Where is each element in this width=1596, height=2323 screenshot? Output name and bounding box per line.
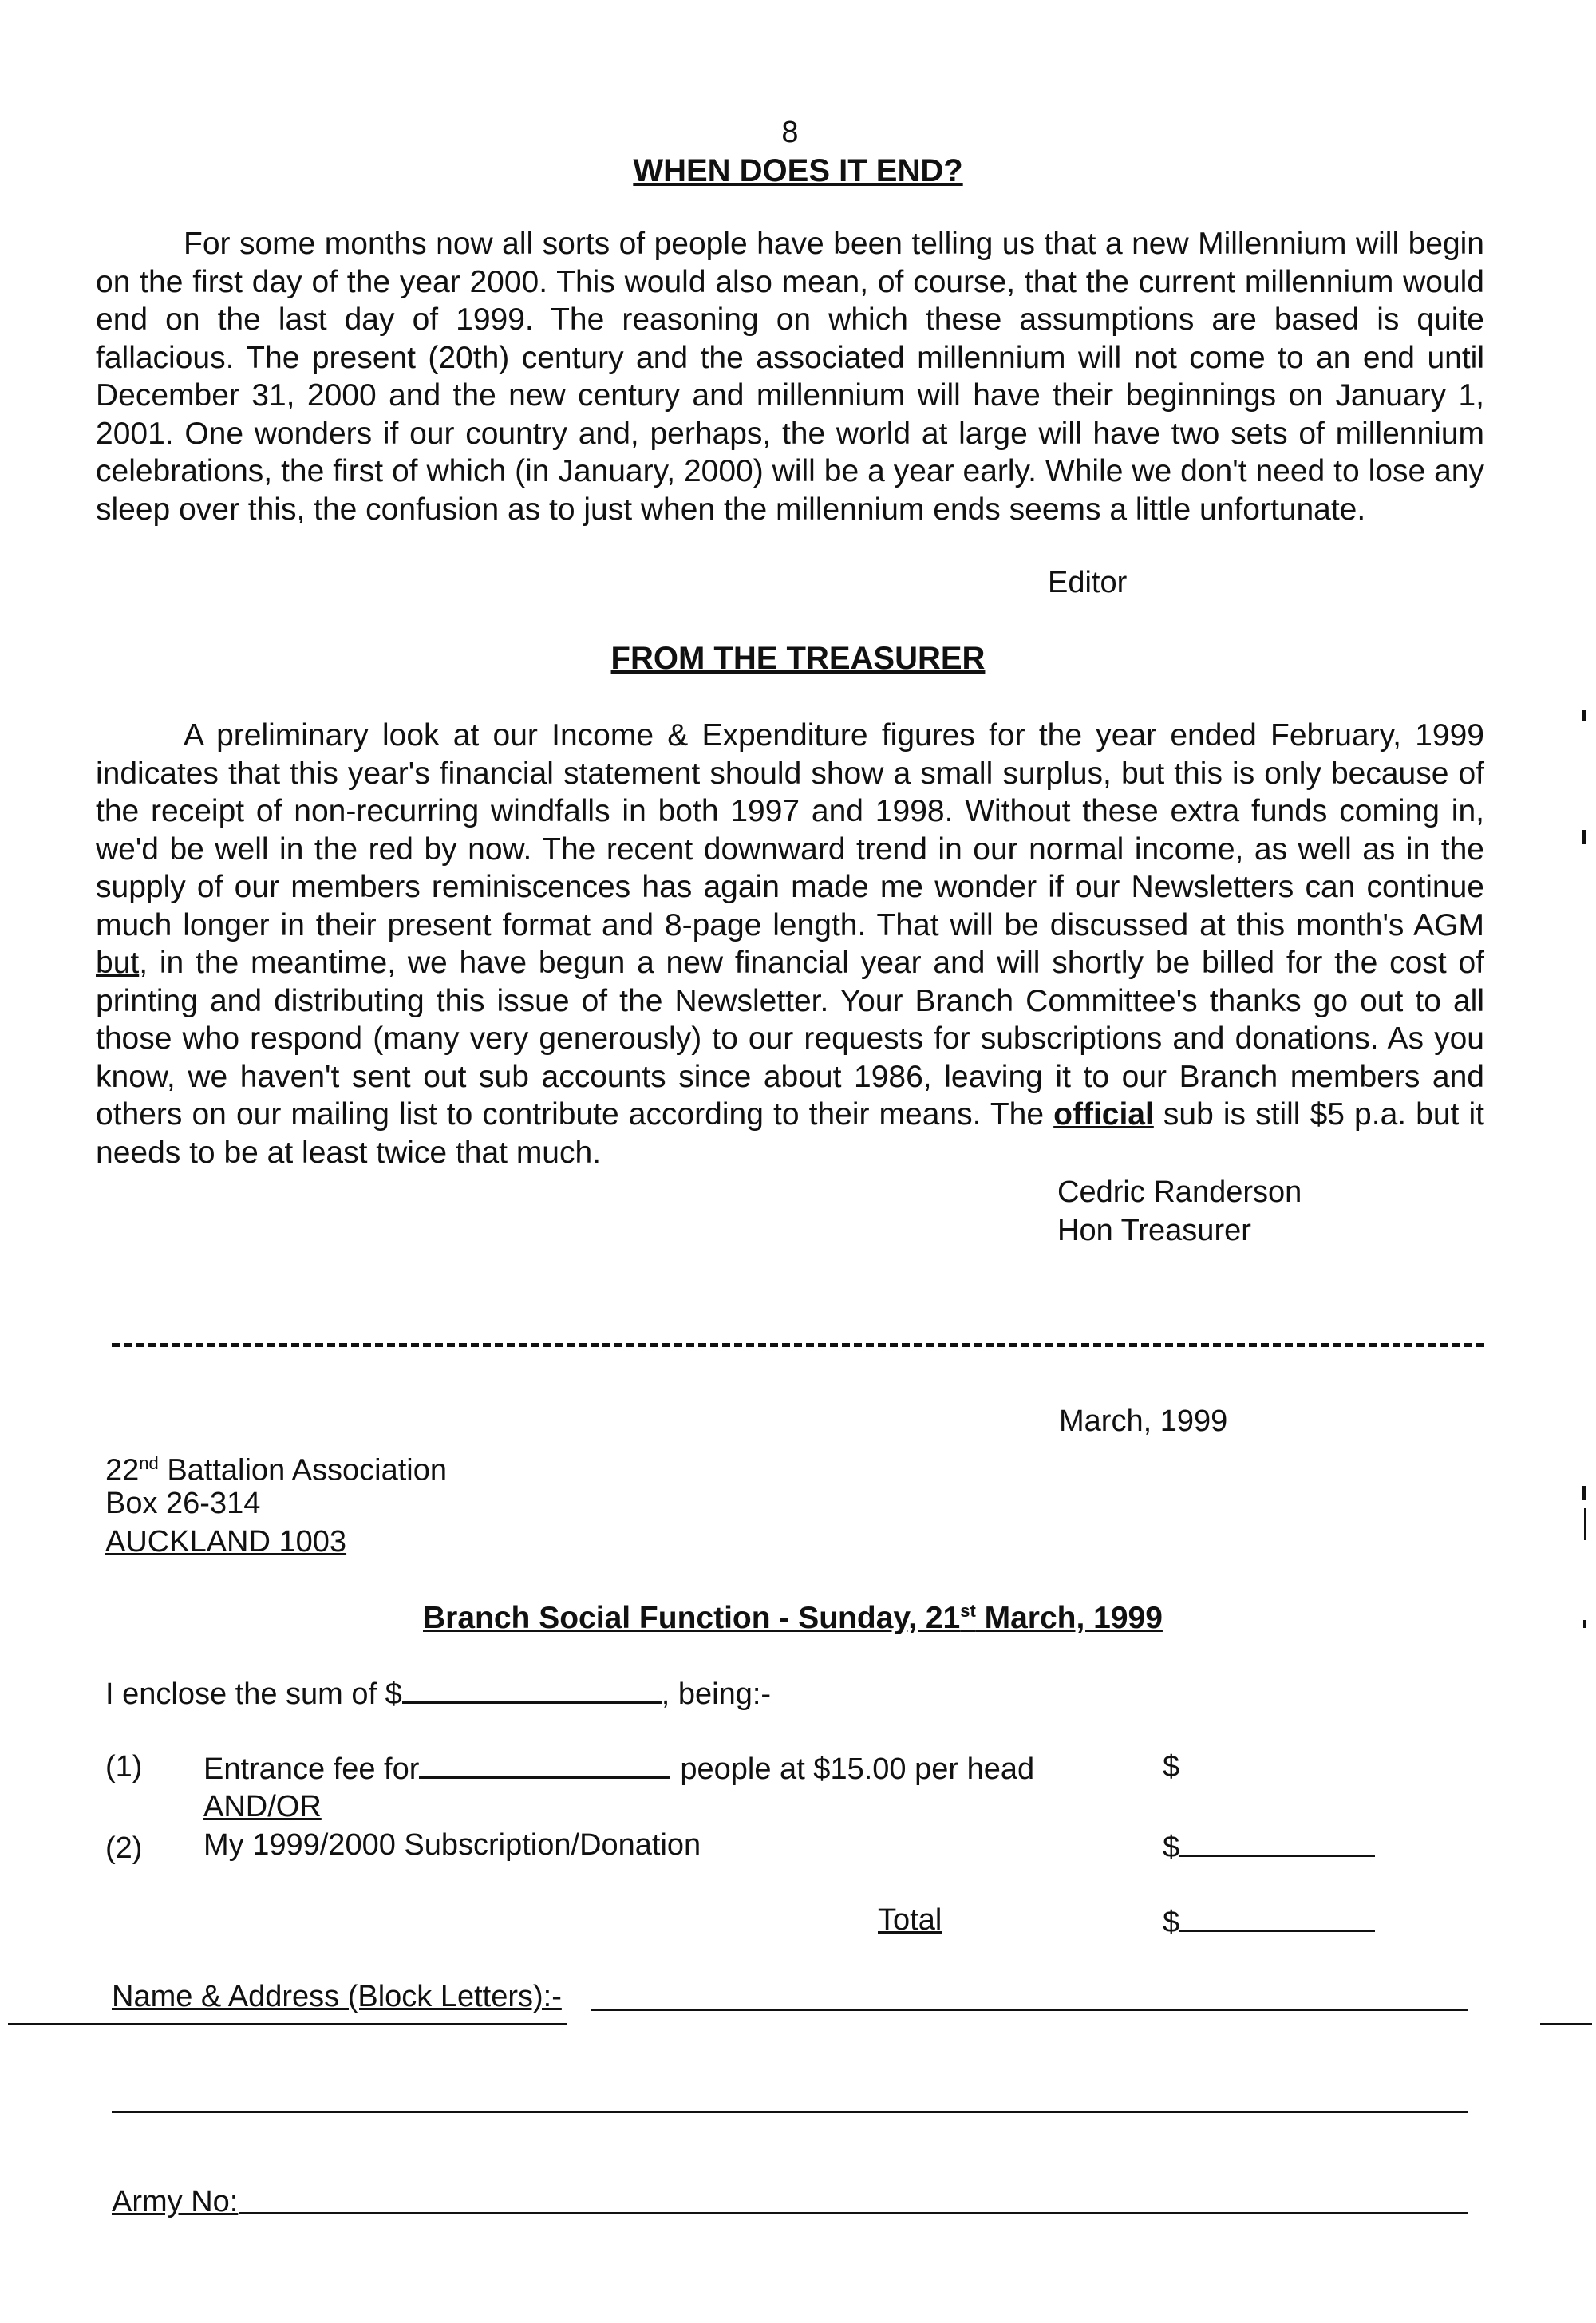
enclose-suffix: , being:- — [661, 1677, 772, 1711]
name-address-line-2[interactable] — [112, 2111, 1468, 2113]
scan-mark — [1582, 830, 1586, 844]
people-count-field[interactable] — [419, 1748, 670, 1779]
total-amount-field[interactable] — [1179, 1901, 1375, 1932]
name-address-label: Name & Address (Block Letters):- — [112, 1980, 562, 2013]
item1-rate: people at $15.00 per head — [680, 1752, 1035, 1786]
editorial-paragraph: For some months now all sorts of people have been telling us that a new Millennium will begin on the first day of the year 2000. This would also mean, of course, that the current millennium would end on the last day of 1999. The reasoning on which these assumptions are based is quite fallacious. The present (20th) century and the associated millennium will not come to an end until December 31, 2000 and the new century and millennium will have their beginnings on January 1, 2001. One wonders if our country and, perhaps, the world at large will have two sets of millennium celebrations, the first of which (in January, 2000) will be a year early. While we don't need to lose any sleep over this, the confusion as to just when the millennium ends seems a little unfortunate. — [96, 227, 1484, 527]
item2-number: (2) — [105, 1831, 143, 1865]
address-line-1 — [105, 1444, 447, 1490]
cut-line — [112, 1343, 1484, 1347]
address-number: 22 — [105, 1453, 140, 1487]
treasurer-text-part3: sub is still $5 p.a. but it needs to be at least twice that much. — [96, 1097, 1484, 1170]
army-no-label: Army No: — [112, 2185, 239, 2218]
name-address-line-1[interactable] — [591, 2009, 1468, 2011]
treasurer-heading: FROM THE TREASURER — [610, 641, 986, 676]
address-line-3: AUCKLAND 1003 — [105, 1525, 347, 1559]
treasurer-signature-name: Cedric Randerson — [1057, 1175, 1302, 1209]
item1-line — [203, 1748, 1034, 1788]
item2-dollar: $ — [1163, 1831, 1180, 1864]
address-line-2: Box 26-314 — [105, 1487, 261, 1520]
enclose-label: I enclose the sum of $ — [105, 1677, 402, 1711]
emphasis-but: but — [96, 946, 140, 980]
enclose-line — [105, 1673, 771, 1713]
treasurer-text-part1: A preliminary look at our Income & Expenditure figures for the year ended February, 1999 indicates that this year's financial statement should show a small surplus, but this is only because of the receipt of non-recurring windfalls in both 1997 and 1998. Without these extra funds coming in, we'd be well in the red by now. The recent downward trend in our normal income, as well as in the supply of our members reminiscences has again made me wonder if our Newsletters can continue much longer in their present format and 8-page length. That will be discussed at this month's AGM — [96, 718, 1484, 942]
page-number: 8 — [781, 116, 799, 149]
total-amount-line — [1163, 1901, 1375, 1942]
and-or-label: AND/OR — [203, 1790, 322, 1823]
form-title-date: March, 1999 — [975, 1601, 1163, 1635]
army-no-line[interactable] — [239, 2212, 1468, 2214]
emphasis-official: official — [1053, 1097, 1154, 1132]
address-org: Battalion Association — [158, 1453, 447, 1487]
treasurer-signature-title: Hon Treasurer — [1057, 1214, 1251, 1247]
form-title-text: Branch Social Function - Sunday, 21 — [423, 1601, 961, 1635]
item1-number: (1) — [105, 1750, 143, 1784]
fold-line-right — [1540, 2023, 1592, 2025]
scan-mark — [1582, 710, 1586, 721]
address-ordinal: nd — [139, 1453, 159, 1473]
subscription-amount-field[interactable] — [1179, 1826, 1375, 1857]
fold-line-left — [8, 2023, 567, 2025]
scan-mark — [1582, 1486, 1586, 1500]
scan-mark — [1584, 1508, 1586, 1540]
total-dollar: $ — [1163, 1906, 1180, 1939]
treasurer-body — [96, 717, 1484, 1171]
item2-amount-line — [1163, 1826, 1375, 1867]
item1-label: Entrance fee for — [203, 1752, 420, 1786]
treasurer-paragraph — [96, 717, 1484, 1171]
treasurer-text-part2: , in the meantime, we have begun a new financial year and will shortly be billed for the cost of printing and distributing this issue of the Newsletter. Your Branch Committee's thanks go out to all those who respond (many very generously) to our requests for subscriptions and donations. As you know, we haven't sent out sub accounts since about 1986, leaving it to our Branch members and others on our mailing list to contribute according to their means. The — [96, 946, 1484, 1132]
item1-dollar: $ — [1163, 1750, 1180, 1784]
form-date: March, 1999 — [1059, 1404, 1228, 1438]
enclose-amount-field[interactable] — [402, 1673, 662, 1704]
scan-mark — [1583, 1620, 1586, 1628]
editorial-signature: Editor — [1048, 566, 1128, 599]
total-label: Total — [878, 1903, 942, 1937]
editorial-heading: WHEN DOES IT END? — [633, 153, 963, 188]
form-title — [423, 1592, 1163, 1638]
form-title-ordinal: st — [960, 1601, 976, 1621]
editorial-body — [96, 225, 1484, 528]
item2-label: My 1999/2000 Subscription/Donation — [203, 1828, 701, 1862]
